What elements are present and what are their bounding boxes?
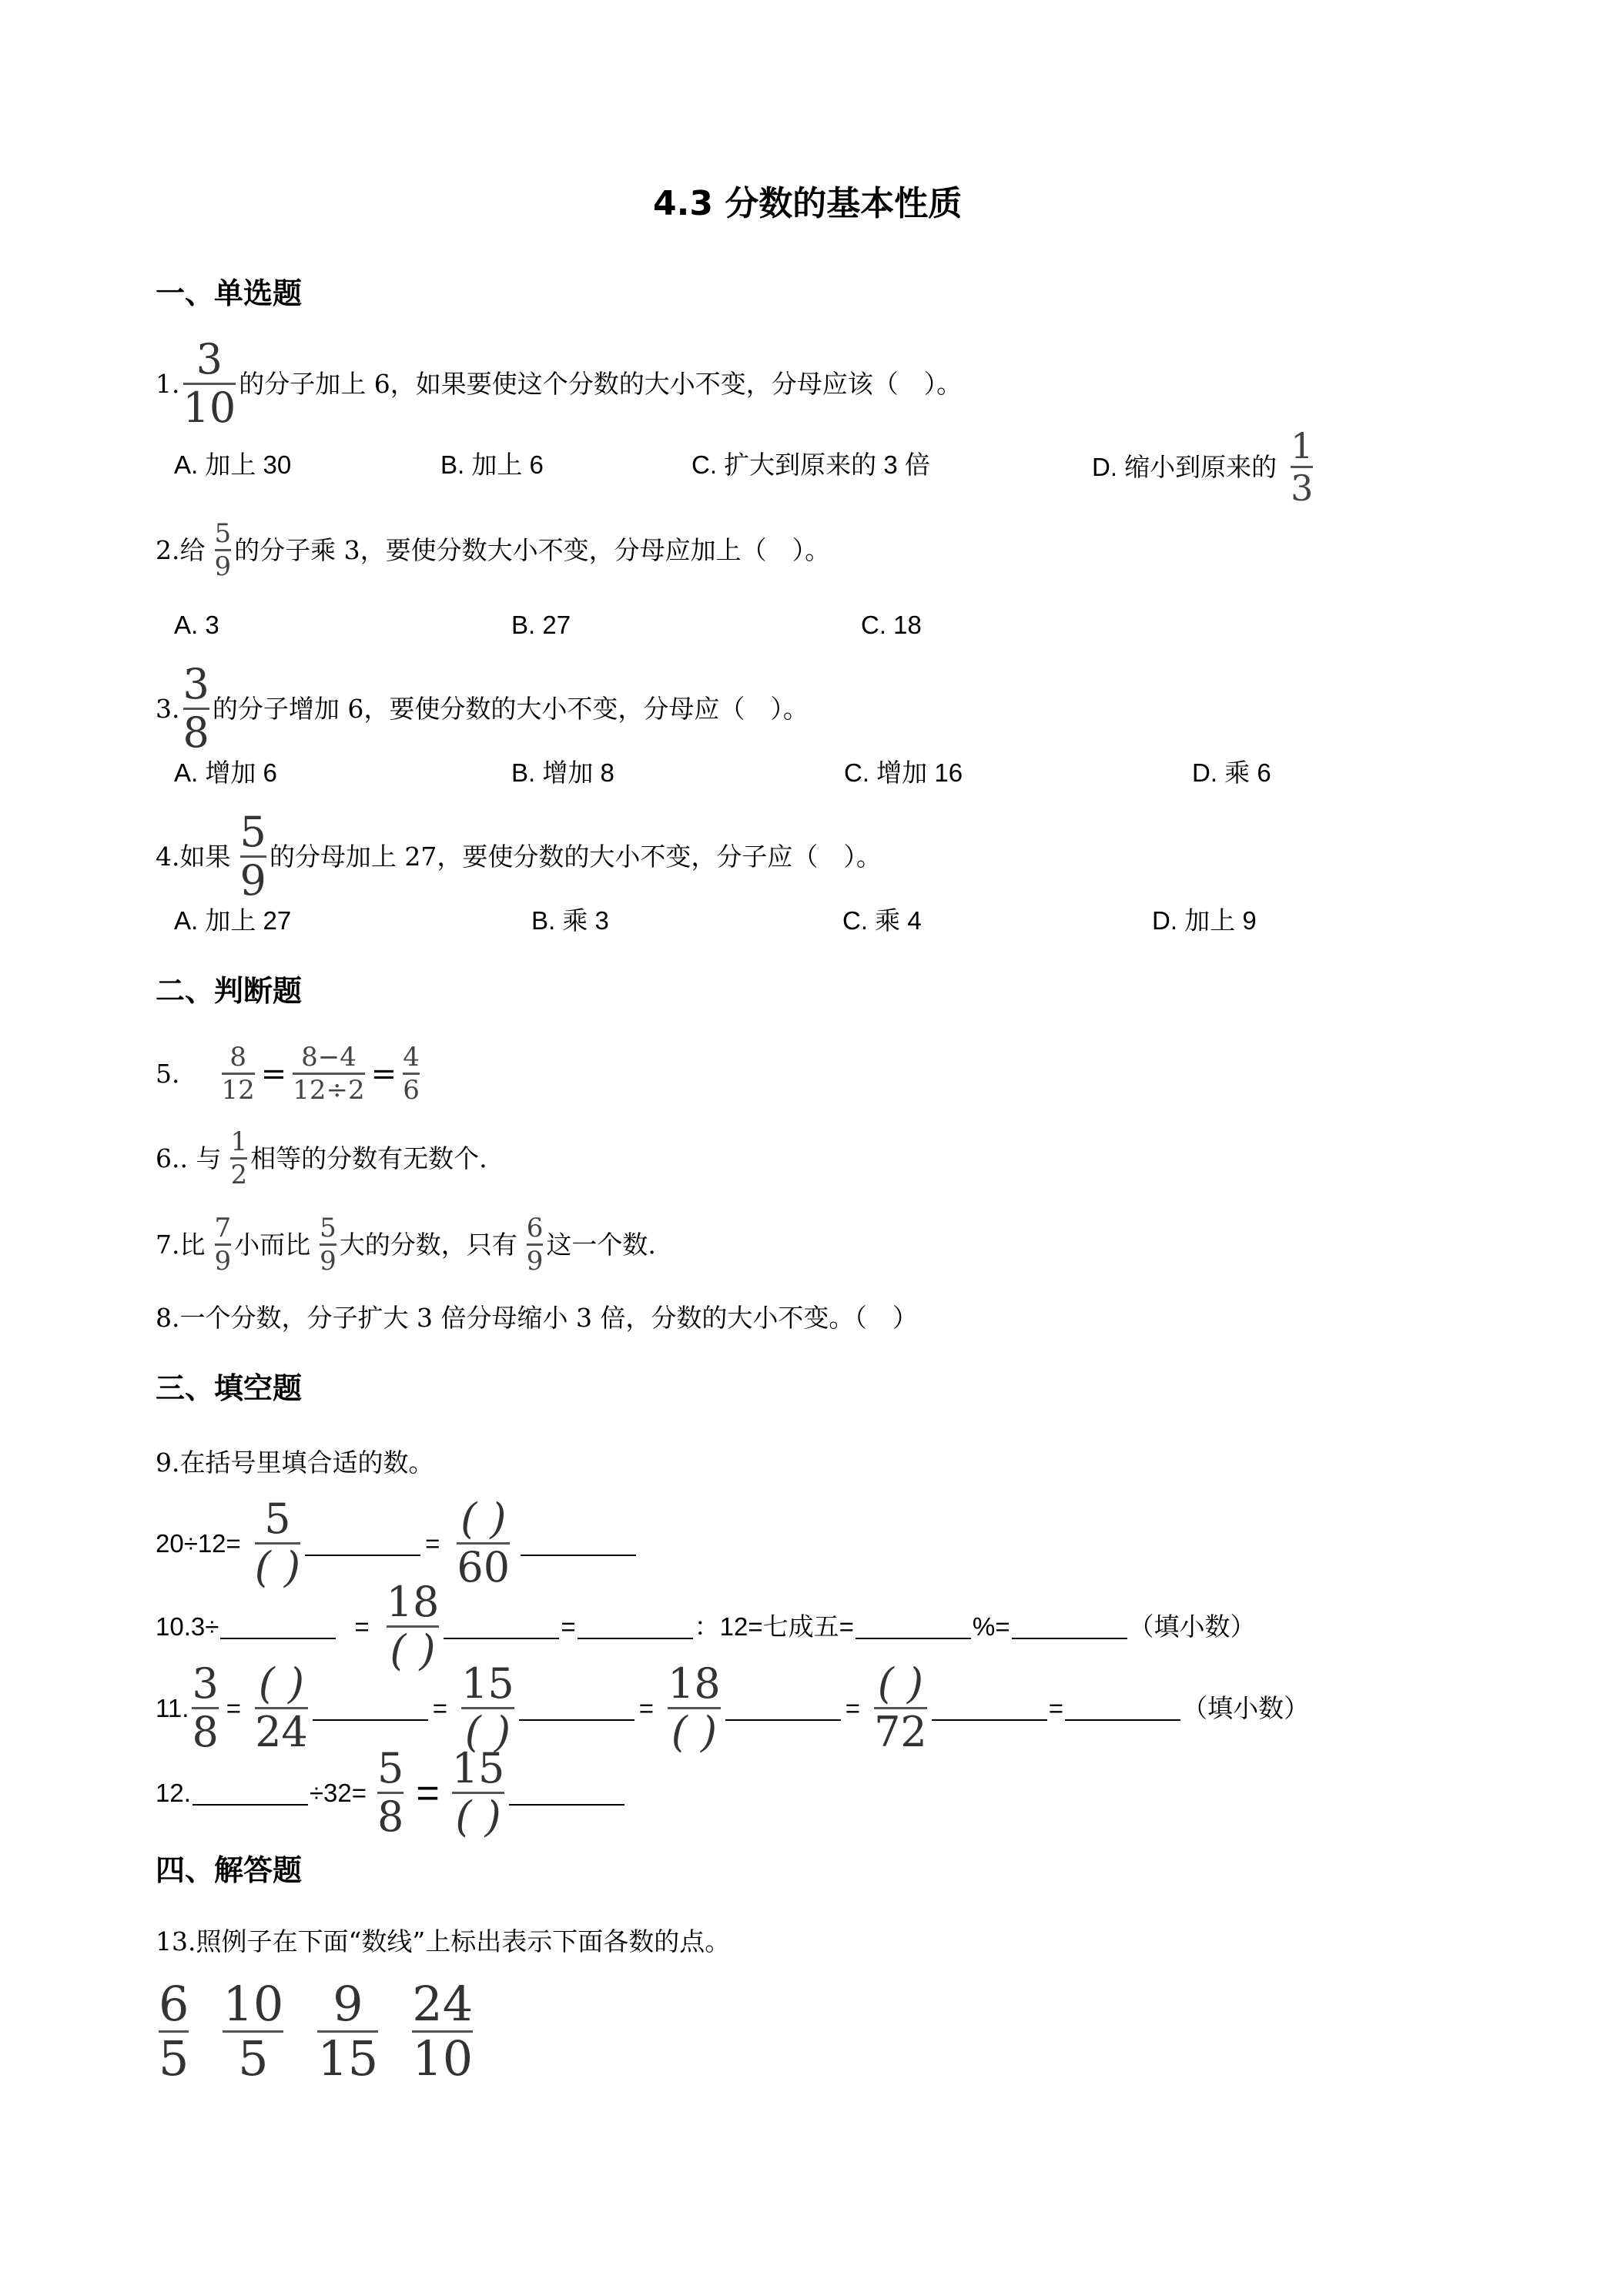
question-number: 7.比 xyxy=(156,1229,206,1260)
answer-blank[interactable] xyxy=(193,1781,308,1806)
question-3 xyxy=(156,660,809,757)
answer-blank[interactable] xyxy=(444,1615,559,1639)
fraction: 4 6 xyxy=(403,1042,420,1106)
answer-blank[interactable] xyxy=(1012,1615,1127,1639)
fraction: 5 9 xyxy=(239,808,266,905)
question-1 xyxy=(156,335,963,432)
fraction: 18 ( ) xyxy=(386,1578,440,1675)
question-text: 的分子乘 3，要使分数大小不变，分母应加上（ ）。 xyxy=(234,534,831,565)
fraction: 3 10 xyxy=(182,335,236,432)
answer-blank[interactable] xyxy=(521,1531,636,1556)
question-13-fractions xyxy=(156,1976,476,2087)
question-13: 13.照例子在下面“数线”上标出表示下面各数的点。 xyxy=(156,1926,731,1956)
section-heading-fill-blank: 三、填空题 xyxy=(156,1371,303,1405)
answer-blank[interactable] xyxy=(519,1696,635,1721)
fraction: ( ) 72 xyxy=(874,1659,927,1756)
fraction: 18 ( ) xyxy=(668,1659,721,1756)
question-9-line: 20÷12= 5 ( ) = ( ) 60 xyxy=(156,1498,638,1588)
option-a[interactable]: A. 增加 6 xyxy=(174,758,277,787)
fraction: 15 ( ) xyxy=(451,1744,505,1841)
question-7: 7.比 7 9 小而比 5 9 大的分数，只有 6 9 这一个数. xyxy=(156,1213,656,1277)
section-heading-answer: 四、解答题 xyxy=(156,1853,303,1887)
question-10: 10.3÷ = 18 ( ) = ：12=七成五= %= （填小数） xyxy=(156,1578,1256,1675)
option-a[interactable]: A. 加上 30 xyxy=(174,450,292,479)
question-11: 11. 3 8 = ( ) 24 = 15 ( ) = 18 ( ) = ( ) 72 = （填小数） xyxy=(156,1659,1310,1756)
question-number: 3. xyxy=(156,693,180,724)
option-c[interactable]: C. 乘 4 xyxy=(842,906,922,935)
fraction: 1 2 xyxy=(230,1126,248,1190)
answer-blank[interactable] xyxy=(856,1615,971,1639)
option-a[interactable]: A. 3 xyxy=(174,611,219,639)
question-9: 9.在括号里填合适的数。 xyxy=(156,1448,434,1478)
page-title: 4.3 分数的基本性质 xyxy=(653,184,963,223)
question-5: 5. 8 12 = 8−4 12÷2 = 4 6 xyxy=(156,1042,420,1106)
fraction: ( ) 24 xyxy=(255,1659,308,1756)
option-b[interactable]: B. 乘 3 xyxy=(531,906,609,935)
option-b[interactable]: B. 27 xyxy=(511,611,571,639)
fraction: 15 ( ) xyxy=(461,1659,514,1756)
option-b[interactable]: B. 增加 8 xyxy=(511,758,614,787)
answer-blank[interactable] xyxy=(313,1696,428,1721)
answer-blank[interactable] xyxy=(932,1696,1047,1721)
answer-blank[interactable] xyxy=(220,1615,336,1639)
question-number: 2.给 xyxy=(156,534,206,565)
question-text: 的分母加上 27，要使分数的大小不变，分子应（ ）。 xyxy=(269,841,882,872)
question-number: 4.如果 xyxy=(156,841,231,872)
answer-blank[interactable] xyxy=(305,1531,420,1556)
fraction: 3 8 xyxy=(182,660,209,757)
option-c[interactable]: C. 增加 16 xyxy=(844,758,963,787)
question-number: 6.. 与 xyxy=(156,1143,222,1173)
question-8: 8.一个分数，分子扩大 3 倍分母缩小 3 倍，分数的大小不变。（ ） xyxy=(156,1303,918,1333)
answer-blank[interactable] xyxy=(509,1781,624,1806)
question-6 xyxy=(156,1126,487,1190)
fraction: 5 9 xyxy=(214,518,232,582)
answer-blank[interactable] xyxy=(1065,1696,1180,1721)
question-text: 相等的分数有无数个. xyxy=(250,1143,487,1173)
fraction: 8 12 xyxy=(221,1042,255,1106)
fraction: 5 9 xyxy=(320,1213,337,1277)
fraction: 1 3 xyxy=(1291,425,1314,509)
fraction: 5 8 xyxy=(377,1744,404,1841)
question-number: 1. xyxy=(156,368,180,399)
fraction: 8−4 12÷2 xyxy=(293,1042,365,1106)
fraction: 9 15 xyxy=(317,1976,379,2087)
fraction: 10 5 xyxy=(223,1976,284,2087)
fraction: 3 8 xyxy=(192,1659,219,1756)
question-4 xyxy=(156,808,882,905)
answer-blank[interactable] xyxy=(725,1696,841,1721)
fraction: 5 ( ) xyxy=(254,1494,301,1591)
question-12: 12. ÷32= 5 8 = 15 ( ) xyxy=(156,1748,626,1838)
question-text: 的分子加上 6，如果要使这个分数的大小不变，分母应该（ ）。 xyxy=(239,368,963,399)
option-d[interactable]: D. 乘 6 xyxy=(1192,758,1271,787)
fraction: 6 9 xyxy=(526,1213,544,1277)
option-c[interactable]: C. 扩大到原来的 3 倍 xyxy=(691,450,930,479)
fraction: ( ) 60 xyxy=(457,1494,511,1591)
question-text: 的分子增加 6，要使分数的大小不变，分母应（ ）。 xyxy=(212,693,809,724)
answer-blank[interactable] xyxy=(578,1615,693,1639)
fraction: 7 9 xyxy=(214,1213,232,1277)
option-a[interactable]: A. 加上 27 xyxy=(174,906,292,935)
section-heading-true-false: 二、判断题 xyxy=(156,974,303,1008)
question-2 xyxy=(156,520,830,580)
option-c[interactable]: C. 18 xyxy=(861,611,922,639)
question-number: 5. xyxy=(156,1058,180,1089)
fraction: 6 5 xyxy=(159,1976,189,2087)
section-heading-single-choice: 一、单选题 xyxy=(156,276,303,310)
option-d[interactable]: D. 加上 9 xyxy=(1152,906,1257,935)
fraction: 24 10 xyxy=(412,1976,474,2087)
option-d[interactable]: D. 缩小到原来的 1 3 xyxy=(1092,425,1314,509)
option-b[interactable]: B. 加上 6 xyxy=(440,450,544,479)
